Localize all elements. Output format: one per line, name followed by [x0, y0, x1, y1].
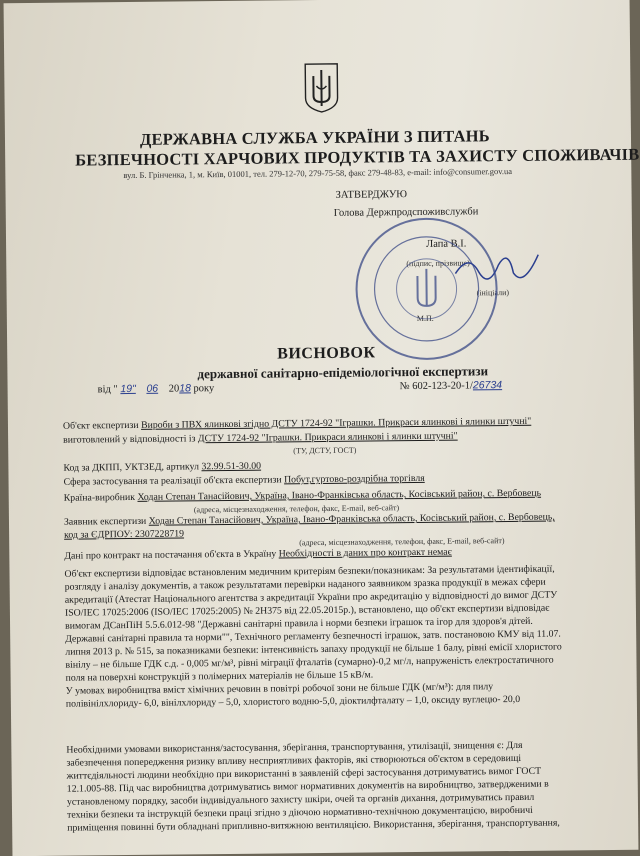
document-number: № 602-123-20-1/26734 [399, 379, 503, 393]
criteria-line-7: липня 2013 р. № 515, за показниками безпеки: інтенсивність запаху продукції не більше 1 балу, рівні емісії хлористого [65, 641, 562, 658]
initials-caption: (ініціали) [476, 288, 510, 298]
conditions-line-7: приміщення повинні бути обладнані припливно-витяжною вентиляцією. Використання, зберігання, транспортування, [67, 817, 560, 834]
conditions-line-3: життєдіяльності людини необхідно при використанні в заявленій сфері застосування дотримуватись вимог ГОСТ [66, 765, 542, 782]
conditions-line-4: 12.1.005-88. Під час виробництва дотримуватись вимог нормативних документів на виробництво, затвердженими в [66, 778, 549, 795]
document-page [4, 0, 639, 856]
contract-line: Дані про контракт на постачання об'єкта в Україну Необхідності в даних про контракт немає [64, 546, 452, 562]
document-subtitle: державної санітарно-епідеміологічної експертизи [197, 363, 489, 382]
object-line: Об'єкт експертизи Вироби з ПВХ ялинкові згідно ДСТУ 1724-92 "Іграшки. Прикраси ялинкові і ялинки штучні" [62, 415, 532, 432]
criteria-line-11: полівінілхлориду- 6,0, вінілхлориду – 5,0, хлористого водню-5,0, діоктилфталату – 1,0, оксиду вуглецю- 20,0 [65, 693, 521, 710]
country-line: Країна-виробник Ходан Степан Танасійович, Україна, Івано-Франківська область, Косівський район, с. Вербовець [63, 487, 542, 504]
stamp-place-caption: М.П. [416, 313, 434, 323]
criteria-line-9: поля на поверхні конструкцій з полімерних матеріалів не більше 15 кВ/м. [65, 669, 374, 684]
document-title: ВИСНОВОК [277, 344, 376, 363]
tu-caption: (ТУ, ДСТУ, ГОСТ) [293, 445, 357, 456]
agency-name-line2: БЕЗПЕЧНОСТІ ХАРЧОВИХ ПРОДУКТІВ ТА ЗАХИСТУ СПОЖИВАЧІВ [75, 144, 640, 170]
sphere-line: Сфера застосування та реалізації об'єкта експертизи Побут,гуртово-роздрібна торгівля [63, 472, 425, 488]
criteria-line-10: У умовах виробництва вміст хімічних речовин в повітрі робочої зони не більше ГДК (мг/м³): для пилу [65, 681, 494, 697]
country-caption: (адреса, місцезнаходження, телефон, факс, E-mail, веб-сайт) [193, 503, 400, 515]
handwritten-signature [453, 243, 544, 294]
agency-name-line1: ДЕРЖАВНА СЛУЖБА УКРАЇНИ З ПИТАНЬ [139, 126, 490, 149]
applicant-caption: (адреса, місцезнаходження, телефон, факс, E-mail, веб-сайт) [299, 536, 505, 548]
date-line: від " 19" 06 2018 року [97, 382, 215, 396]
applicant-line: Заявник експертизи Ходан Степан Танасійович, Україна, Івано-Франківська область, Косівський район, с. Вербовець, [63, 511, 555, 528]
criteria-line-3: акредитації (Атестат Національного агентства з акредитації України про акредитацію у відповідності до вимог ДСТУ [64, 589, 558, 606]
conditions-line-6: техніки безпеки та інструкцій безпеки праці згідно з діючою нормативно-технічною документацією, виробничі [66, 804, 533, 821]
conditions-line-2: забезпечення попередження ризику впливу несприятливих факторів, які створюються об'єктом в середовищі [66, 752, 522, 769]
conditions-line-1: Необхідними умовами використання/застосування, зберігання, транспортування, утилізації, знищення є: Для [66, 739, 523, 756]
criteria-line-2: розгляду і аналізу документів, а також результатами перевірки наданого заявником зразка продукції в межах сфери [64, 576, 546, 593]
approver-position: Голова Держпродспоживслужби [333, 206, 479, 219]
signature-caption: (підпис, прізвище) [406, 258, 470, 269]
criteria-line-4: ISO/IEC 17025:2006 (ISO/IEC 17025:2005) № 2H375 від 22.05.2015р.), встановлено, що об'єкт експертизи відповідає [64, 602, 550, 619]
codes-line: Код за ДКПП, УКТЗЕД, артикул 32.99.51-30.00 [63, 460, 262, 474]
agency-address: вул. Б. Грінченка, 1, м. Київ, 01001, тел. 279-12-70, 279-75-58, факс 279-48-83, e-mail: info@consumer.gov.ua [123, 165, 513, 181]
approve-label: ЗАТВЕРДЖУЮ [335, 189, 408, 201]
criteria-line-1: Об'єкт експертизи відповідає встановленим медичним критеріям безпеки/показникам: За результатами ідентифікації, [64, 563, 555, 580]
criteria-line-8: вінілу – не більше ГДК с.д. - 0,005 мг/м³, рівні міграції фталатів (сумарно)-0,2 мг/л, напруженість електростатичного [65, 654, 554, 671]
trident-emblem-icon [301, 62, 342, 114]
conditions-line-5: установленому порядку, засоби індивідуального захисту шкіри, очей та органів дихання, дотримуватись правил [66, 791, 535, 808]
approver-name: Лапа В.І. [426, 238, 467, 250]
criteria-line-6: Державні санітарні правила та норми"", Технічного регламенту безпечності іграшок, затв. постановою КМУ від 11.07. [65, 628, 561, 645]
manufactured-line: виготовлений у відповідності із ДСТУ 1724-92 "Іграшки. Прикраси ялинкові і ялинки штучні" [63, 430, 458, 446]
edrpou-line: код за ЄДРПОУ: 2307228719 [64, 528, 185, 541]
criteria-line-5: вимогам ДСанПіН 5.5.6.012-98 "Державні санітарні правила і норми безпеки іграшок та ігор для здоров'я дітей. [65, 615, 533, 632]
